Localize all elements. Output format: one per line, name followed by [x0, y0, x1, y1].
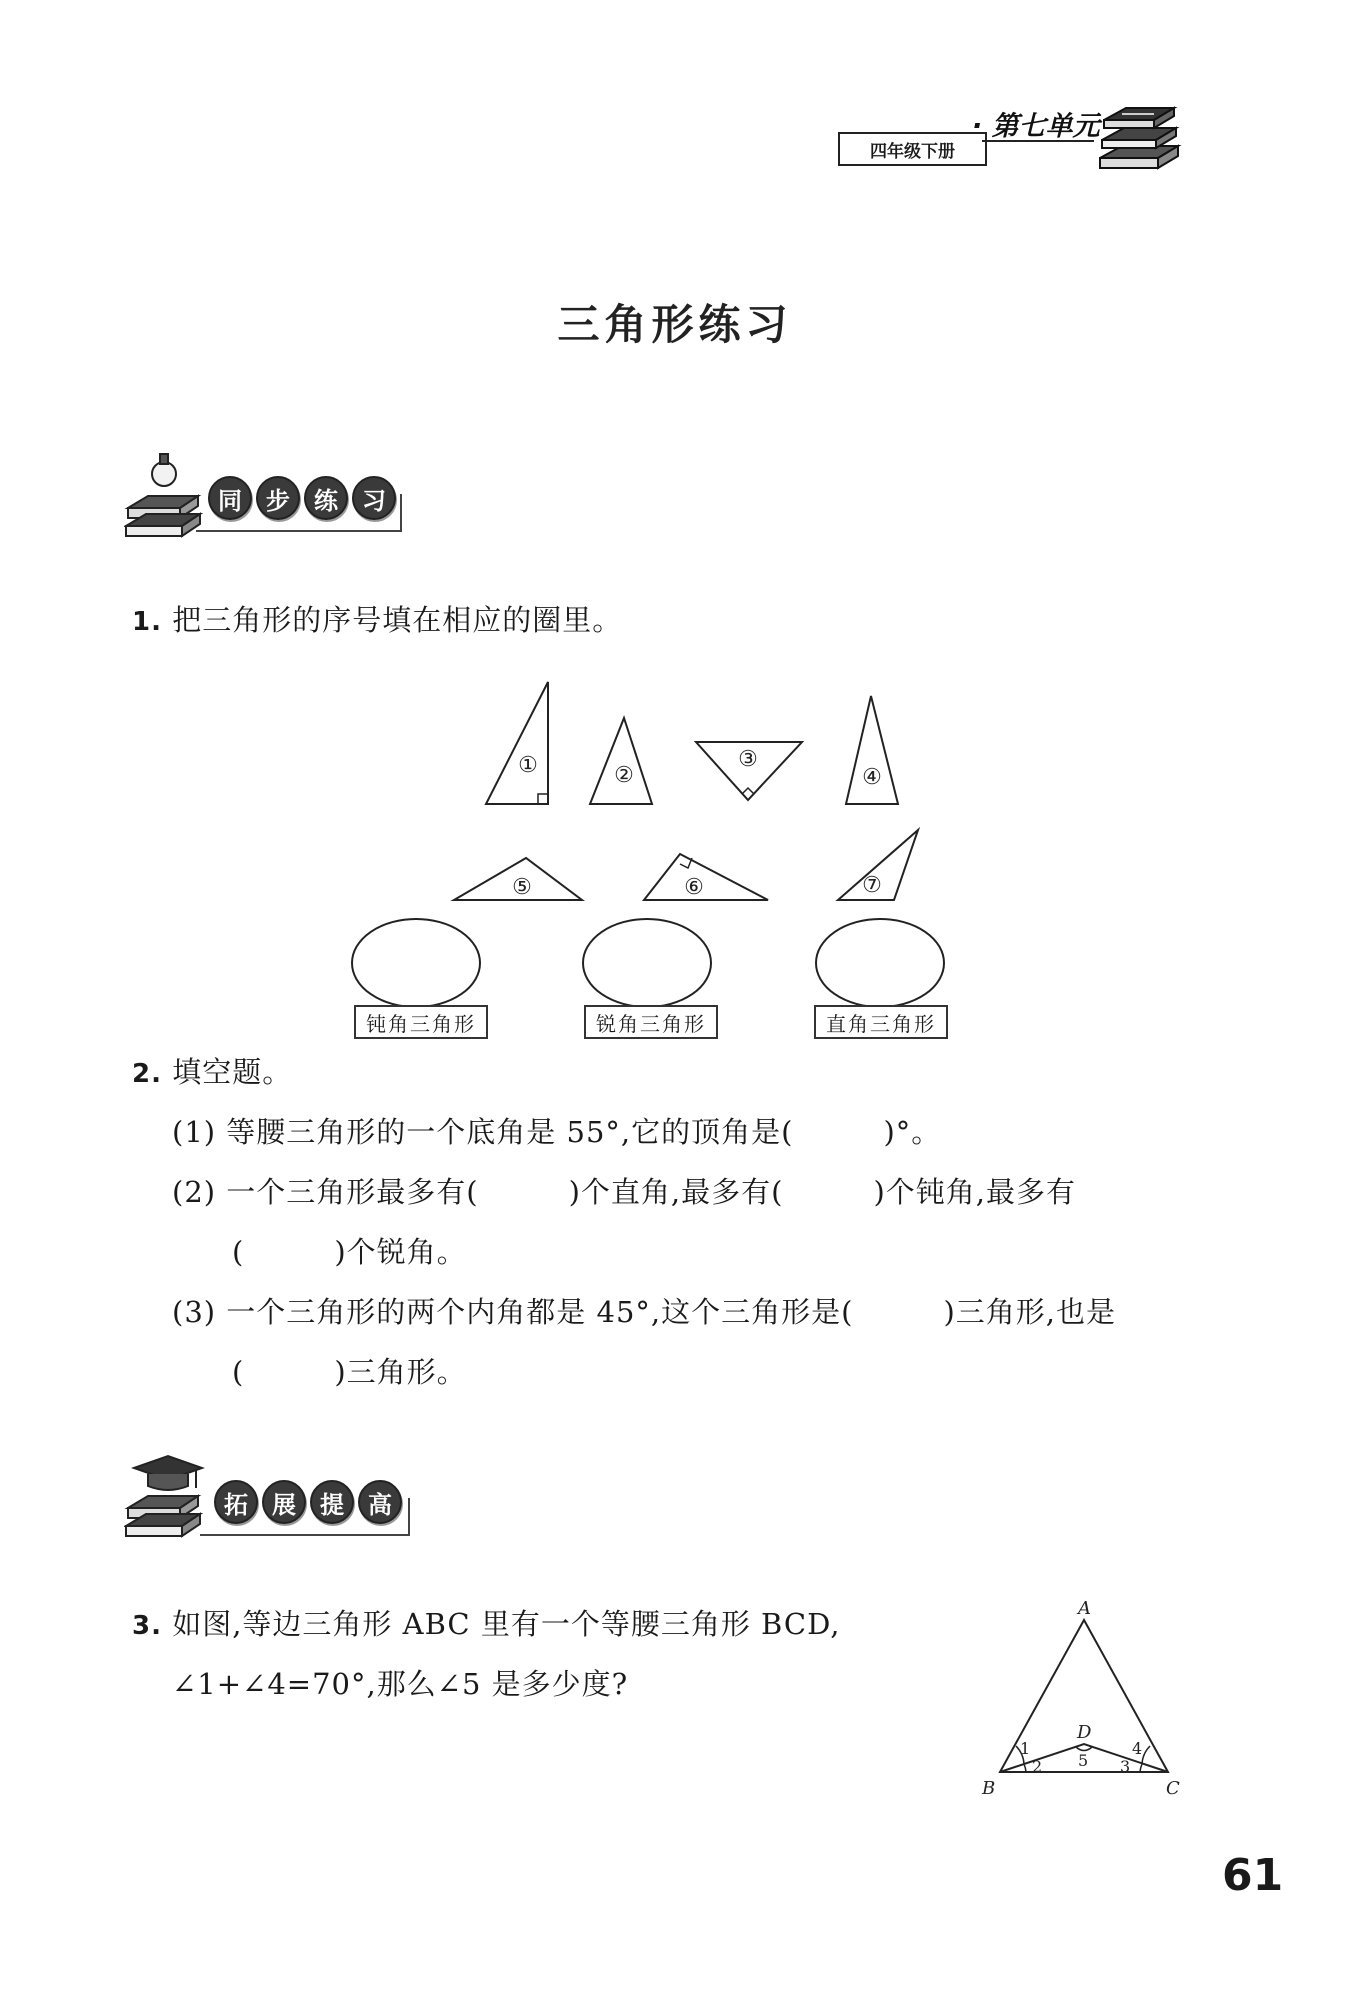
- triangle-1-label: ①: [518, 753, 538, 778]
- books-lamp-icon: [124, 450, 204, 540]
- answer-circle-acute: [583, 919, 711, 1007]
- q1-triangles-figure: [350, 670, 970, 940]
- angle-5-label: 5: [1078, 1751, 1089, 1770]
- q2-item-1: (1) 等腰三角形的一个底角是 55°,它的顶角是( )°。: [172, 1115, 942, 1149]
- section-extend-edge: [408, 1498, 410, 1536]
- question-2: 2. 填空题。: [132, 1055, 293, 1089]
- page-number: 61: [1222, 1850, 1284, 1901]
- section-extend-char-1: 拓: [214, 1480, 258, 1524]
- question-1: 1. 把三角形的序号填在相应的圈里。: [132, 603, 623, 637]
- books-cap-icon: [124, 1448, 208, 1540]
- section-extend-char-3: 提: [310, 1480, 354, 1524]
- triangle-2-label: ②: [614, 763, 634, 788]
- vertex-c: C: [1166, 1778, 1180, 1799]
- vertex-d: D: [1077, 1722, 1092, 1743]
- answer-circle-obtuse: [352, 919, 480, 1007]
- section-sync-edge: [400, 494, 402, 532]
- angle-4-label: 4: [1132, 1739, 1143, 1758]
- category-label-right: 直角三角形: [814, 1005, 948, 1039]
- section-sync-char-1: 同: [208, 476, 252, 520]
- vertex-a: A: [1078, 1598, 1091, 1619]
- unit-label: · 第七单元: [972, 111, 1100, 142]
- triangle-4-label: ④: [862, 765, 882, 790]
- question-3-line-2: ∠1+∠4=70°,那么∠5 是多少度?: [172, 1667, 629, 1701]
- q2-item-3-cont: ( )三角形。: [232, 1355, 467, 1389]
- triangle-1: [486, 682, 548, 804]
- answer-circle-right: [816, 919, 944, 1007]
- section-sync-char-2: 步: [256, 476, 300, 520]
- grade-label: 四年级下册: [838, 132, 987, 166]
- triangle-2: [590, 718, 652, 804]
- question-3-line-1: 3. 如图,等边三角形 ABC 里有一个等腰三角形 BCD,: [132, 1607, 841, 1641]
- triangle-7-label: ⑦: [862, 873, 882, 898]
- q3-triangle-figure: [980, 1596, 1190, 1806]
- section-extend-char-4: 高: [358, 1480, 402, 1524]
- triangle-3-label: ③: [738, 747, 758, 772]
- angle-1-label: 1: [1020, 1739, 1031, 1758]
- section-sync-underline: [196, 530, 402, 532]
- vertex-b: B: [982, 1778, 996, 1799]
- category-label-obtuse: 钝角三角形: [354, 1005, 488, 1039]
- section-extend-underline: [200, 1534, 410, 1536]
- triangle-5-label: ⑤: [512, 875, 532, 900]
- triangle-6: [644, 854, 768, 900]
- section-sync-char-3: 练: [304, 476, 348, 520]
- q2-item-2-cont: ( )个锐角。: [232, 1235, 467, 1269]
- header-book-stack-icon: [1094, 96, 1184, 176]
- category-label-acute: 锐角三角形: [584, 1005, 718, 1039]
- angle-3-label: 3: [1120, 1757, 1131, 1776]
- angle-2-label: 2: [1032, 1757, 1043, 1776]
- section-extend-char-2: 展: [262, 1480, 306, 1524]
- triangle-6-label: ⑥: [684, 875, 704, 900]
- answer-circles: [350, 915, 970, 1015]
- q2-item-2: (2) 一个三角形最多有( )个直角,最多有( )个钝角,最多有: [172, 1175, 1076, 1209]
- page-title: 三角形练习: [557, 300, 793, 349]
- section-sync-char-4: 习: [352, 476, 396, 520]
- q2-item-3: (3) 一个三角形的两个内角都是 45°,这个三角形是( )三角形,也是: [172, 1295, 1116, 1329]
